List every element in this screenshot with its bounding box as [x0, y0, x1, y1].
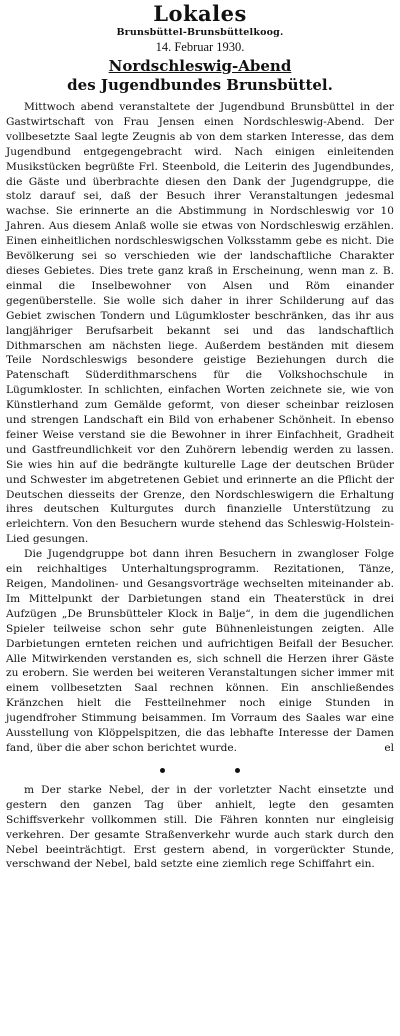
article-paragraph-2-text: Die Jugendgruppe bot dann ihren Besuchern in zwangloser Folge ein reichhaltiges Unterhaltungsprogramm. Rezitationen, Tänze, Reigen, Mandolinen- und Gesangsvorträge wechselten miteinander ab. Im Mittelpunkt der Darbietungen stand ein Theaterstück in drei Aufzügen „De Brunsbütteler Klock in Balje“, in dem die jugendlichen Spieler teilweise schon sehr gute Bühnenleistungen zeigten. Alle Darbietungen ernteten reichen und aufrichtigen Beifall der Besucher. Alle Mitwirkenden verstanden es, sich schnell die Herzen ihrer Gäste zu erobern. Sie werden bei weiteren Veranstaltungen sicher immer mit einem vollbesetzten Saal rechnen können. Ein anschließendes Kränzchen hielt die Festteilnehmer noch einige Stunden in jugendfroher Stimmung beisammen. Im Vorraum des Saales war eine Ausstellung von Klöppelspitzen, die das lebhafte Interesse der Damen fand, über die aber schon berichtet wurde. — [6, 548, 394, 754]
publication-date: 14. Februar 1930. — [155, 40, 245, 54]
dateline: Brunsbüttel-Brunsbüttelkoog. — [116, 27, 284, 38]
section-title: Lokales — [153, 1, 247, 26]
article-body — [6, 100, 394, 756]
article-signature: el — [384, 741, 394, 754]
section-separator — [6, 768, 394, 773]
article-paragraph-2 — [6, 547, 394, 756]
brief-note — [6, 783, 394, 872]
headline-line-2: des Jugendbundes Brunsbüttel. — [67, 76, 333, 94]
brief-note-text: m Der starke Nebel, der in der vorletzter Nacht einsetzte und gestern den ganzen Tag über anhielt, legte den gesamten Schiffsverkehr vollkommen still. Die Fähren konnten nur eingleisig verkehren. Der gesamte Straßenverkehr wurde auch stark durch den Nebel beeinträchtigt. Erst gestern abend, in vorgerückter Stunde, verschwand der Nebel, bald setzte eine ziemlich rege Schiffahrt ein. — [6, 783, 394, 871]
separator-dot — [235, 768, 240, 773]
headline-line-1: Nordschleswig-Abend — [108, 57, 292, 75]
article-paragraph-1: Mittwoch abend veranstaltete der Jugendbund Brunsbüttel in der Gastwirtschaft von Frau Jensen einen Nordschleswig-Abend. Der vollbesetzte Saal legte Zeugnis ab von dem starken Interesse, das dem Jugendbund entgegengebracht wird. Nach einigen einleitenden Musikstücken begrüßte Frl. Steenbold, die Leiterin des Jugendbundes, die Gäste und überbrachte diesen den Dank der Jugendgruppe, die stolz darauf sei, daß der Besuch ihrer Veranstaltungen jedesmal wachse. Sie erinnerte an die Abstimmung in Nordschleswig vor 10 Jahren. Aus diesem Anlaß wolle sie etwas von Nordschleswig erzählen. Einen einheitlichen nordschleswigschen Volksstamm gebe es nicht. Die Bevölkerung sei so verschieden wie der landschaftliche Charakter dieses Gebietes. Dies trete ganz kraß in Erscheinung, wenn man z. B. einmal die Inselbewohner von Alsen und Röm einander gegenüberstelle. Sie wolle sich daher in ihrer Schilderung auf das Gebiet zwischen Tondern und Lügumkloster beschränken, das ihr aus langjähriger Berufsarbeit bekannt sei und das landschaftlich Dithmarschen am nächsten liege. Außerdem beständen mit diesem Teile Nordschleswigs besondere geistige Beziehungen durch die Patenschaft Süderdithmarschens für die Volkshochschule in Lügumkloster. In schlichten, einfachen Worten zeichnete sie, wie von Künstlerhand zum Gemälde geformt, von dieser scheinbar reizlosen und strengen Landschaft ein Bild von erhabener Schönheit. In ebenso feiner Weise verstand sie die Bewohner in ihrer Einfachheit, Gradheit und Gastfreundlichkeit vor den Zuhörern lebendig werden zu lassen. Sie wies hin auf die bedrängte kulturelle Lage der deutschen Brüder und Schwester im abgetretenen Gebiet und erinnerte an die Pflicht der Deutschen diesseits der Grenze, den Nordschleswigern die Erhaltung ihres deutschen Kulturgutes durch finanzielle Unterstützung zu erleichtern. Von den Besuchern wurde stehend das Schleswig-Holstein-Lied gesungen. — [6, 101, 394, 546]
separator-dot — [160, 768, 165, 773]
article-headline — [6, 57, 394, 95]
